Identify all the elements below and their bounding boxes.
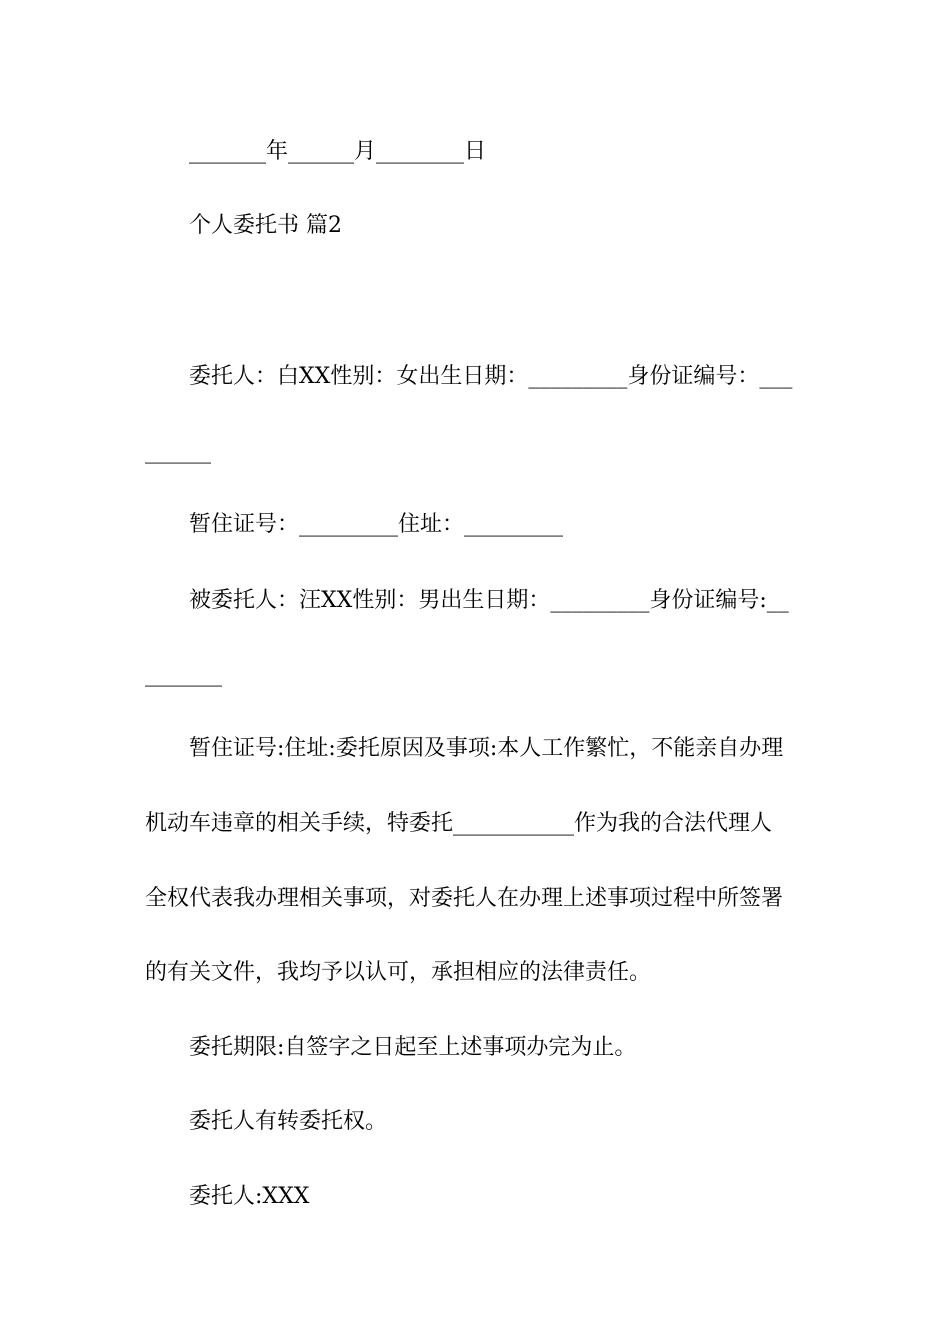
reason-paragraph-line-2: 机动车违章的相关手续，特委托___________作为我的合法代理人	[145, 811, 773, 836]
section-title: 个人委托书 篇2	[189, 213, 342, 238]
principal-info-line-1: 委托人：白XX性别：女出生日期：_________身份证编号：___	[189, 364, 793, 389]
principal-info-line-2: ______	[145, 439, 211, 464]
reason-paragraph-line-4: 的有关文件，我均予以认可，承担相应的法律责任。	[145, 960, 652, 985]
term-line: 委托期限:自签字之日起至上述事项办完为止。	[189, 1035, 637, 1060]
reason-paragraph-line-1: 暂住证号:住址:委托原因及事项:本人工作繁忙，不能亲自办理	[189, 736, 784, 761]
agent-info-line-1: 被委托人：汪XX性别：男出生日期：_________身份证编号:__	[189, 588, 789, 613]
sub-delegation-line: 委托人有转委托权。	[189, 1109, 388, 1134]
agent-info-line-2: _______	[145, 662, 222, 687]
reason-paragraph-line-3: 全权代表我办理相关事项，对委托人在办理上述事项过程中所签署	[145, 886, 784, 911]
date-line: _______年______月________日	[189, 139, 487, 164]
signature-line: 委托人:XXX	[189, 1184, 310, 1209]
principal-residence-line: 暂住证号：_________住址：_________	[189, 512, 564, 537]
